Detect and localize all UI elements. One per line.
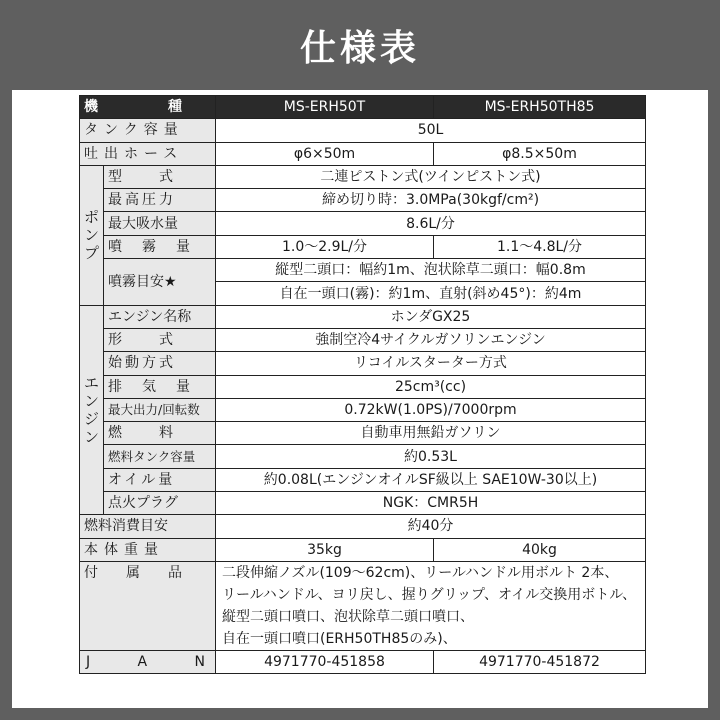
table-row-engine-type: [80, 328, 646, 351]
oil-value: 約0.08L(エンジンオイルSF級以上 SAE10W-30以上): [216, 468, 646, 491]
hose-value-2: φ8.5×50m: [434, 142, 646, 165]
table-row-hose: [80, 142, 646, 165]
fuel-label: 燃 料: [104, 422, 216, 445]
weight-value-2: 40kg: [434, 538, 646, 561]
table-row-tank: [80, 119, 646, 142]
suction-label: 最大吸水量: [104, 212, 216, 235]
table-row-guide: [80, 259, 646, 282]
model-2: MS-ERH50TH85: [434, 96, 646, 119]
table-row-fueltank: [80, 445, 646, 468]
weight-label: 本体重量: [80, 538, 216, 561]
pump-group-label: ポ ン プ: [80, 165, 104, 305]
consumption-label: 燃料消費目安: [80, 515, 216, 538]
fueltank-value: 約0.53L: [216, 445, 646, 468]
table-row-power: [80, 398, 646, 421]
table-row-jan: [80, 650, 646, 673]
accessory-list: [216, 561, 646, 650]
start-label: 始動方式: [104, 352, 216, 375]
accessory-line-3: 縦型二頭口噴口、泡状除草二頭口噴口、: [222, 608, 474, 625]
engine-name-value: ホンダGX25: [216, 305, 646, 328]
pump-type-label: 型 式: [104, 165, 216, 188]
oil-label: オイル量: [104, 468, 216, 491]
table-row-weight: [80, 538, 646, 561]
table-row-consumption: [80, 515, 646, 538]
table-row-suction: [80, 212, 646, 235]
hose-value-1: φ6×50m: [216, 142, 434, 165]
pressure-label: 最高圧力: [104, 189, 216, 212]
table-row-displacement: [80, 375, 646, 398]
table-row-accessories: [80, 561, 646, 650]
jan-label: J A N: [80, 650, 216, 673]
spec-panel: [12, 90, 708, 708]
weight-value-1: 35kg: [216, 538, 434, 561]
plug-label: 点火プラグ: [104, 492, 216, 515]
guide-line-2: 自在一頭口(霧)：約1m、直射(斜め45°)：約4m: [216, 282, 646, 305]
displacement-label: 排 気 量: [104, 375, 216, 398]
start-value: リコイルスターター方式: [216, 352, 646, 375]
power-value: 0.72kW(1.0PS)/7000rpm: [216, 398, 646, 421]
spray-label: 噴 霧 量: [104, 235, 216, 258]
table-row-fuel: [80, 422, 646, 445]
table-row-spray: [80, 235, 646, 258]
accessory-line-4: 自在一頭口噴口(ERH50TH85のみ)、: [222, 630, 457, 647]
model-1: MS-ERH50T: [216, 96, 434, 119]
jan-value-2: 4971770-451872: [434, 650, 646, 673]
power-label: 最大出力/回転数: [104, 398, 216, 421]
table-row-oil: [80, 468, 646, 491]
tank-value: 50L: [216, 119, 646, 142]
accessory-label: 付 属 品: [80, 561, 216, 650]
guide-label: 噴霧目安★: [104, 259, 216, 306]
consumption-value: 約40分: [216, 515, 646, 538]
table-row-model: [80, 96, 646, 119]
table-row-plug: [80, 492, 646, 515]
table-row-pressure: [80, 189, 646, 212]
fuel-value: 自動車用無鉛ガソリン: [216, 422, 646, 445]
engine-type-label: 形 式: [104, 328, 216, 351]
spray-value-1: 1.0〜2.9L/分: [216, 235, 434, 258]
pump-type-value: 二連ピストン式(ツインピストン式): [216, 165, 646, 188]
plug-value: NGK：CMR5H: [216, 492, 646, 515]
fueltank-label: 燃料タンク容量: [104, 445, 216, 468]
spec-table: [79, 95, 646, 674]
guide-line-1: 縦型二頭口：幅約1m、泡状除草二頭口：幅0.8m: [216, 259, 646, 282]
tank-label: タンク容量: [80, 119, 216, 142]
engine-name-label: エンジン名称: [104, 305, 216, 328]
hose-label: 吐出ホース: [80, 142, 216, 165]
engine-group-label: エ ン ジ ン: [80, 305, 104, 515]
table-row-start: [80, 352, 646, 375]
suction-value: 8.6L/分: [216, 212, 646, 235]
model-label: 機 種: [80, 96, 216, 119]
header-bar: [0, 0, 720, 90]
jan-value-1: 4971770-451858: [216, 650, 434, 673]
engine-type-value: 強制空冷4サイクルガソリンエンジン: [216, 328, 646, 351]
table-row-engine-name: [80, 305, 646, 328]
displacement-value: 25cm³(cc): [216, 375, 646, 398]
table-row-pump-type: [80, 165, 646, 188]
pressure-value: 締め切り時：3.0MPa(30kgf/cm²): [216, 189, 646, 212]
accessory-line-2: リールハンドル、ヨリ戻し、握りグリップ、オイル交換用ボトル、: [222, 586, 637, 603]
spray-value-2: 1.1〜4.8L/分: [434, 235, 646, 258]
page-title: 仕様表: [299, 27, 420, 69]
accessory-line-1: 二段伸縮ノズル(109〜62cm)、リールハンドル用ボルト 2本、: [222, 564, 619, 581]
